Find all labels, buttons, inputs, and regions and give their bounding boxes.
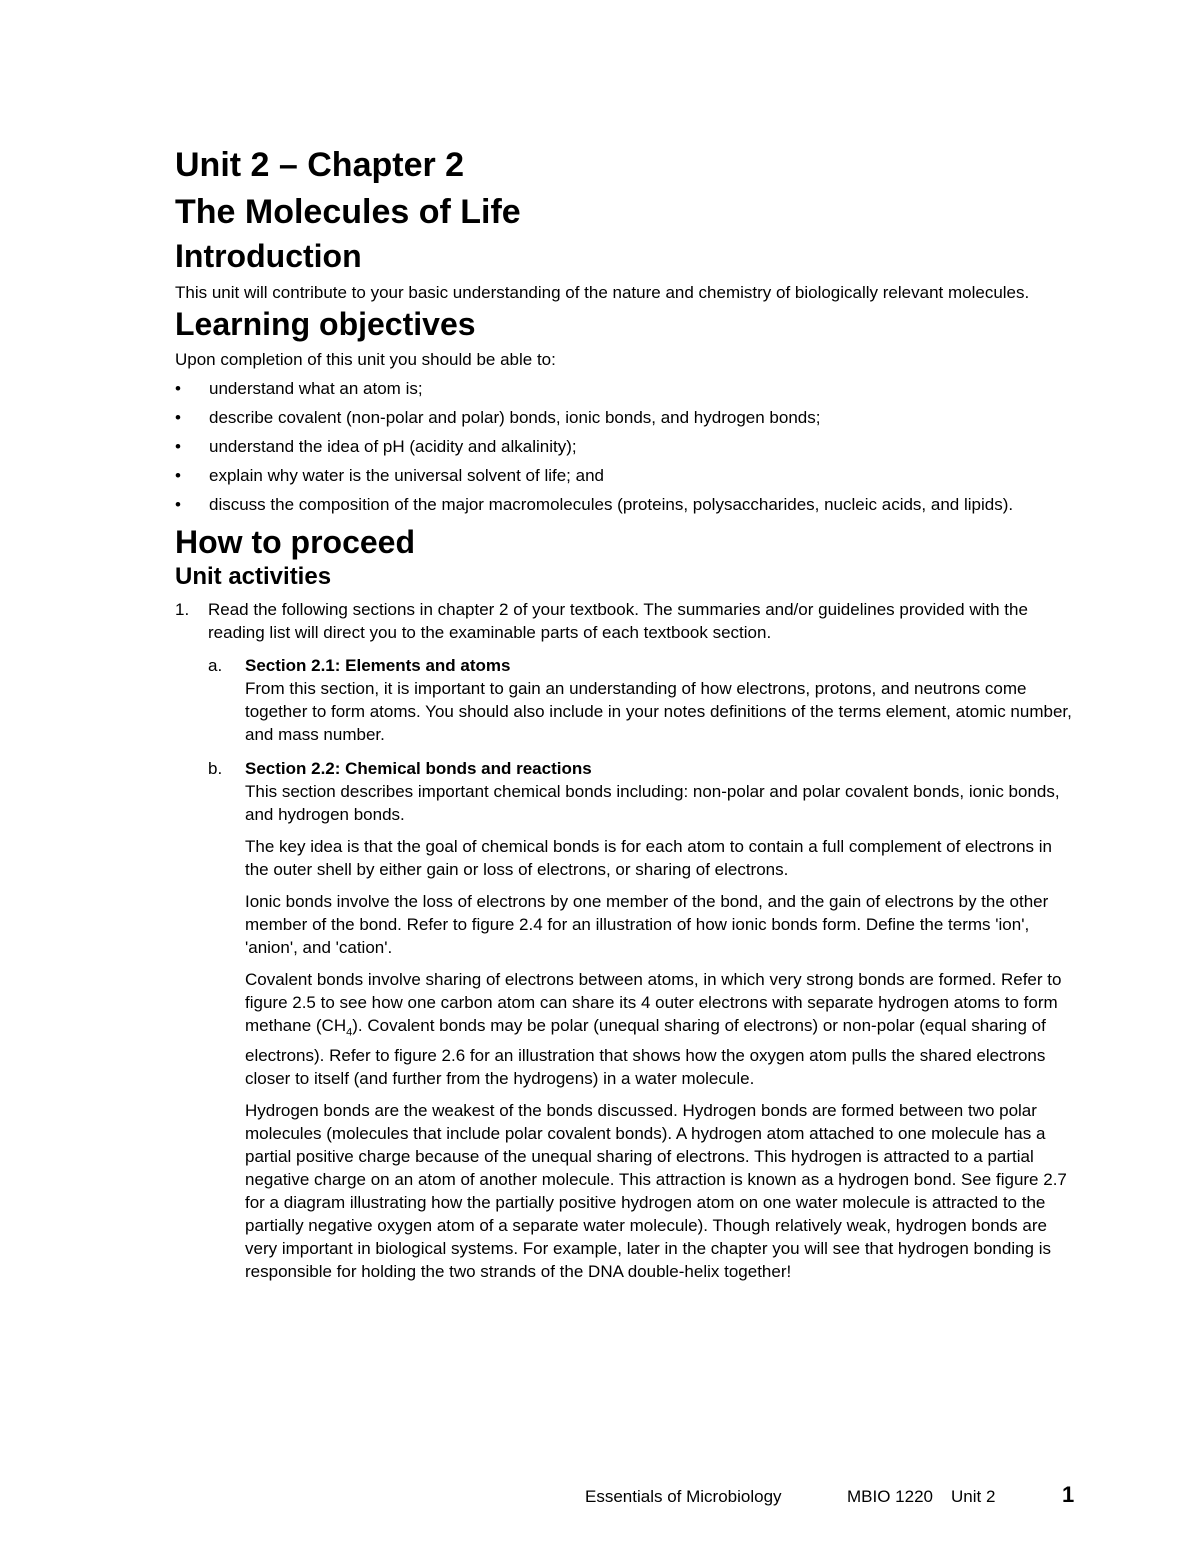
activities-heading: Unit activities	[175, 563, 332, 590]
activity-item	[175, 598, 1075, 1283]
activity-number: 1.	[175, 600, 190, 619]
page-number: 1	[1062, 1482, 1075, 1507]
proceed-heading: How to proceed	[175, 524, 416, 560]
covalent-text-start: Covalent bonds involve sharing of electrons between atoms, in which very strong bonds are formed. Refer to figure 2.5 to see how one carbon atom can share its 4 outer electrons with separate hydrogen atoms to form methane (CH	[245, 970, 1062, 1035]
title-line-2: The Molecules of Life	[175, 193, 521, 231]
bullet-icon: •	[175, 437, 181, 456]
section-text: From this section, it is important to gain an understanding of how electrons, protons, and neutrons come together to form atoms. You should also include in your notes definitions of the terms element, atomic number, and mass number.	[245, 679, 1072, 744]
bullet-icon: •	[175, 408, 181, 427]
section-title: Section 2.2: Chemical bonds and reactions	[245, 759, 592, 778]
section-letter: a.	[208, 656, 223, 675]
objective-item	[175, 406, 1075, 429]
section-item-b	[208, 757, 1075, 1283]
objectives-heading: Learning objectives	[175, 306, 476, 342]
introduction-text: This unit will contribute to your basic understanding of the nature and chemistry of biologically relevant molecules.	[175, 283, 1030, 302]
footer-course: Essentials of Microbiology	[585, 1487, 782, 1506]
introduction-heading: Introduction	[175, 238, 362, 274]
section-text: This section describes important chemical bonds including: non-polar and polar covalent bonds, ionic bonds, and hydrogen bonds.	[245, 782, 1060, 824]
covalent-text-end: ). Covalent bonds may be polar (unequal sharing of electrons) or non-polar (equal sharing of electrons). Refer to figure 2.6 for an illustration that shows how the oxygen atom pulls the shared electrons closer to itself (and further from the hydrogens) in a water molecule.	[245, 1016, 1046, 1089]
objective-text: explain why water is the universal solvent of life; and	[209, 466, 604, 485]
objectives-list	[175, 377, 1075, 516]
page-title	[175, 142, 1075, 236]
paragraph-hydrogen-bonds: Hydrogen bonds are the weakest of the bonds discussed. Hydrogen bonds are formed between two polar molecules (molecules that include polar covalent bonds). A hydrogen atom attached to one molecule has a partial positive charge because of the unequal sharing of electrons. This hydrogen is attracted to a partial negative charge on an atom of another molecule. This attraction is known as a hydrogen bond. See figure 2.7 for a diagram illustrating how the partially positive hydrogen atom on one water molecule is attracted to the partially negative oxygen atom of a separate water molecule). Though relatively weak, hydrogen bonds are very important in biological systems. For example, later in the chapter you will see that hydrogen bonding is responsible for holding the two strands of the DNA double-helix together!	[245, 1101, 1067, 1282]
bullet-icon: •	[175, 379, 181, 398]
bullet-icon: •	[175, 466, 181, 485]
objectives-lead: Upon completion of this unit you should be able to:	[175, 350, 556, 369]
page-content	[175, 142, 1075, 1294]
objective-item	[175, 464, 1075, 487]
section-list	[208, 654, 1075, 1283]
footer-course-code: MBIO 1220	[847, 1487, 933, 1506]
section-title: Section 2.1: Elements and atoms	[245, 656, 511, 675]
objective-item	[175, 493, 1075, 516]
footer-unit: Unit 2	[951, 1487, 996, 1506]
section-item-a	[208, 654, 1075, 746]
activities-list	[175, 598, 1075, 1283]
section-letter: b.	[208, 759, 223, 778]
objective-text: discuss the composition of the major macromolecules (proteins, polysaccharides, nucleic acids, and lipids).	[209, 495, 1014, 514]
title-line-1: Unit 2 – Chapter 2	[175, 146, 465, 184]
paragraph-covalent-bonds	[245, 968, 1075, 1090]
objective-item	[175, 377, 1075, 400]
bullet-icon: •	[175, 495, 181, 514]
objective-text: understand the idea of pH (acidity and alkalinity);	[209, 437, 577, 456]
activity-text: Read the following sections in chapter 2 of your textbook. The summaries and/or guidelines provided with the reading list will direct you to the examinable parts of each textbook section.	[208, 600, 1028, 642]
objective-text: understand what an atom is;	[209, 379, 423, 398]
paragraph-ionic-bonds: Ionic bonds involve the loss of electrons by one member of the bond, and the gain of electrons by the other member of the bond. Refer to figure 2.4 for an illustration of how ionic bonds form. Define the terms 'ion', 'anion', and 'cation'.	[245, 892, 1049, 957]
objective-text: describe covalent (non-polar and polar) bonds, ionic bonds, and hydrogen bonds;	[209, 408, 821, 427]
subscript-four: 4	[346, 1026, 353, 1039]
objective-item	[175, 435, 1075, 458]
paragraph-key-idea: The key idea is that the goal of chemical bonds is for each atom to contain a full complement of electrons in the outer shell by either gain or loss of electrons, or sharing of electrons.	[245, 837, 1052, 879]
